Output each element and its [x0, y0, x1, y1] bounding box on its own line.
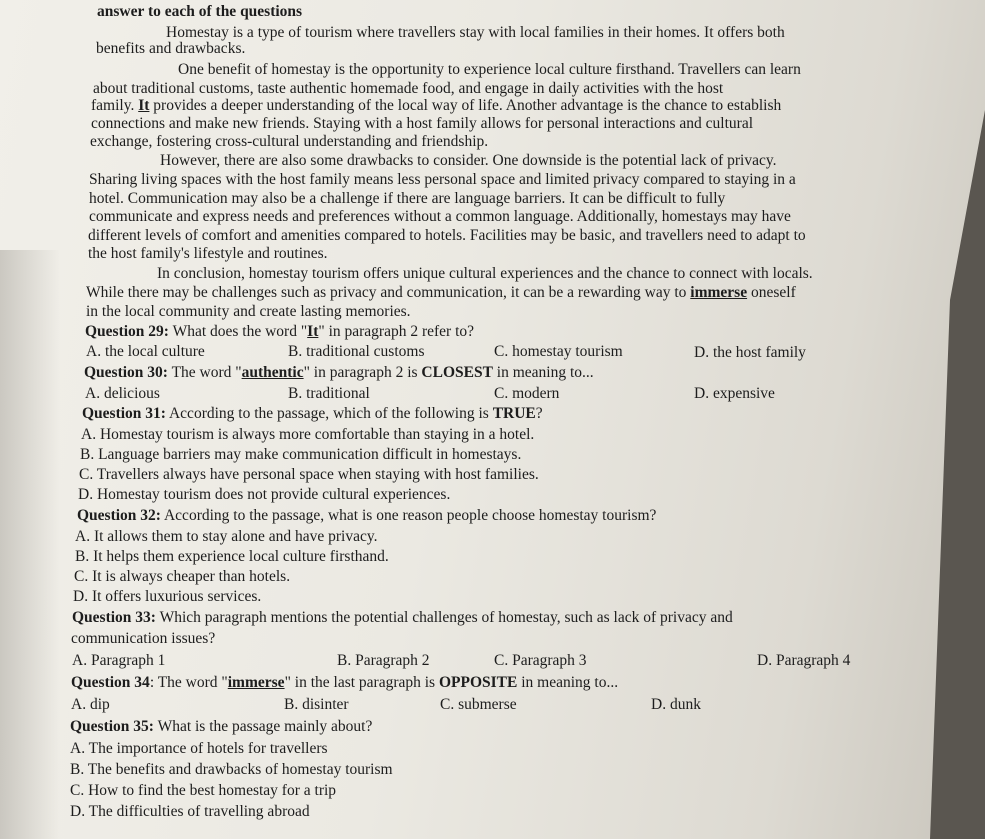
q31-option-a[interactable]: A. Homestay tourism is always more comfortable than staying in a hotel. — [81, 426, 535, 443]
q32-option-c[interactable]: C. It is always cheaper than hotels. — [74, 568, 291, 585]
question-33-cont: communication issues? — [71, 630, 216, 647]
question-30: Question 30: The word "authentic" in paragraph 2 is CLOSEST in meaning to... — [84, 364, 594, 381]
question-31: Question 31: According to the passage, which of the following is TRUE? — [82, 405, 543, 422]
question-32: Question 32: According to the passage, what is one reason people choose homestay tourism? — [77, 507, 657, 524]
q33-option-b[interactable]: B. Paragraph 2 — [337, 652, 430, 669]
q33-option-c[interactable]: C. Paragraph 3 — [494, 652, 587, 669]
passage-line: connections and make new friends. Staying with a host family allows for personal interactions and cultural — [91, 115, 754, 132]
q33-option-d[interactable]: D. Paragraph 4 — [757, 652, 851, 669]
q34-option-d[interactable]: D. dunk — [651, 696, 701, 713]
q30-option-b[interactable]: B. traditional — [288, 385, 370, 402]
q32-option-a[interactable]: A. It allows them to stay alone and have privacy. — [75, 528, 378, 545]
q31-option-d[interactable]: D. Homestay tourism does not provide cultural experiences. — [78, 486, 451, 503]
passage-line: Sharing living spaces with the host family means less personal space and limited privacy compared to staying in a — [89, 171, 796, 188]
page-shadow — [0, 250, 60, 839]
passage-line: benefits and drawbacks. — [96, 40, 246, 57]
question-33: Question 33: Which paragraph mentions the potential challenges of homestay, such as lack of privacy and — [72, 609, 733, 626]
q32-option-b[interactable]: B. It helps them experience local culture firsthand. — [75, 548, 389, 565]
q30-option-c[interactable]: C. modern — [494, 385, 560, 402]
passage-line: hotel. Communication may also be a challenge if there are language barriers. It can be difficult to fully — [89, 190, 726, 207]
passage-line: in the local community and create lasting memories. — [86, 303, 411, 320]
passage-line-with-keyword: family. It provides a deeper understanding of the local way of life. Another advantage is the chance to establish — [91, 97, 782, 114]
passage-line: communicate and express needs and preferences without a common language. Additionally, homestays may have — [89, 208, 791, 225]
q29-option-d[interactable]: D. the host family — [694, 344, 806, 361]
q30-option-a[interactable]: A. delicious — [85, 385, 160, 402]
q35-option-c[interactable]: C. How to find the best homestay for a trip — [70, 782, 337, 799]
q29-option-b[interactable]: B. traditional customs — [288, 343, 425, 360]
q31-option-b[interactable]: B. Language barriers may make communication difficult in homestays. — [80, 446, 522, 463]
keyword-immerse: immerse — [690, 284, 748, 301]
question-34: Question 34: The word "immerse" in the last paragraph is OPPOSITE in meaning to... — [71, 674, 619, 691]
q35-option-d[interactable]: D. The difficulties of travelling abroad — [70, 803, 310, 820]
q34-option-c[interactable]: C. submerse — [440, 696, 517, 713]
keyword-it: It — [138, 97, 150, 114]
q31-option-c[interactable]: C. Travellers always have personal space when staying with host families. — [79, 466, 539, 483]
passage-line: about traditional customs, taste authentic homemade food, and engage in daily activities with the host — [93, 80, 724, 97]
passage-line: Homestay is a type of tourism where travellers stay with local families in their homes. It offers both — [166, 24, 785, 41]
passage-line: In conclusion, homestay tourism offers unique cultural experiences and the chance to connect with locals. — [157, 265, 813, 282]
q30-option-d[interactable]: D. expensive — [694, 385, 775, 402]
q29-option-a[interactable]: A. the local culture — [86, 343, 205, 360]
q35-option-a[interactable]: A. The importance of hotels for travellers — [70, 740, 328, 757]
q34-option-b[interactable]: B. disinter — [284, 696, 349, 713]
question-29: Question 29: What does the word "It" in paragraph 2 refer to? — [85, 323, 475, 340]
q34-option-a[interactable]: A. dip — [71, 696, 110, 713]
passage-line-with-keyword: While there may be challenges such as privacy and communication, it can be a rewarding way to immerse oneself — [86, 284, 796, 301]
passage-line: One benefit of homestay is the opportunity to experience local culture firsthand. Travellers can learn — [178, 61, 801, 78]
instruction-header: answer to each of the questions — [97, 3, 303, 20]
q35-option-b[interactable]: B. The benefits and drawbacks of homestay tourism — [70, 761, 393, 778]
q29-option-c[interactable]: C. homestay tourism — [494, 343, 623, 360]
q32-option-d[interactable]: D. It offers luxurious services. — [73, 588, 262, 605]
passage-line: However, there are also some drawbacks to consider. One downside is the potential lack of privacy. — [160, 152, 777, 169]
q33-option-a[interactable]: A. Paragraph 1 — [72, 652, 166, 669]
passage-line: different levels of comfort and amenities compared to hotels. Facilities may be basic, and travellers need to adapt to — [88, 227, 806, 244]
passage-line: exchange, fostering cross-cultural understanding and friendship. — [90, 133, 489, 150]
passage-line: the host family's lifestyle and routines. — [88, 245, 328, 262]
question-35: Question 35: What is the passage mainly about? — [70, 718, 373, 735]
